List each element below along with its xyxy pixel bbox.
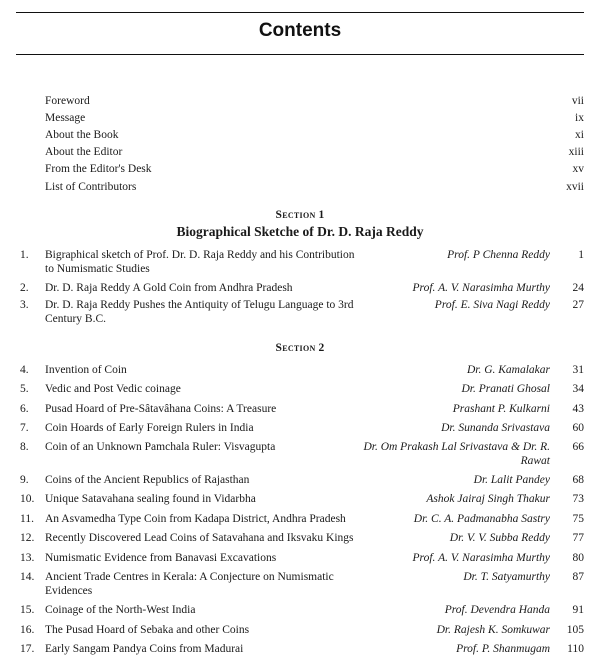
entry-author: Dr. G. Kamalakar [466, 364, 550, 376]
entry-page: 91 [572, 604, 584, 616]
entry-number: 11. [20, 513, 34, 525]
top-rule [16, 12, 584, 13]
front-matter-label: Message [45, 112, 86, 124]
front-matter-label: About the Book [45, 129, 119, 141]
entry-number: 13. [20, 552, 35, 564]
section-heading-word: Section [275, 209, 316, 221]
title-rule [16, 54, 584, 55]
entry-title: Unique Satavahana sealing found in Vidarbha [45, 493, 256, 505]
entry-author: Prof. P Chenna Reddy [447, 249, 550, 261]
front-matter-label: From the Editor's Desk [45, 163, 152, 175]
entry-number: 15. [20, 604, 35, 616]
front-matter-page: xi [575, 129, 584, 141]
entry-title: Ancient Trade Centres in Kerala: A Conjecture on Numismatic Evidences [45, 571, 334, 597]
front-matter-label: List of Contributors [45, 181, 137, 193]
entry-page: 77 [572, 532, 584, 544]
entry-number: 5. [20, 383, 29, 395]
front-matter-page: xvii [566, 181, 584, 193]
entry-number: 17. [20, 643, 35, 655]
entry-page: 24 [572, 282, 584, 294]
entry-page: 73 [572, 493, 584, 505]
entry-title: Dr. D. Raja Reddy A Gold Coin from Andhra Pradesh [45, 282, 293, 294]
entry-title: Vedic and Post Vedic coinage [45, 383, 181, 395]
entry-title: Early Sangam Pandya Coins from Madurai [45, 643, 244, 655]
entry-title: Coins of the Ancient Republics of Rajasthan [45, 474, 250, 486]
entry-author: Dr. V. V. Subba Reddy [449, 532, 550, 544]
entry-number: 3. [20, 299, 29, 311]
section-heading [0, 342, 600, 354]
entry-title: Recently Discovered Lead Coins of Satavahana and Iksvaku Kings [45, 532, 354, 544]
front-matter-label: Foreword [45, 95, 90, 107]
section-heading [0, 209, 600, 221]
entry-number: 2. [20, 282, 29, 294]
entry-title: Numismatic Evidence from Banavasi Excavations [45, 552, 277, 564]
front-matter-page: ix [575, 112, 584, 124]
entry-title: Coin Hoards of Early Foreign Rulers in India [45, 422, 254, 434]
entry-page: 1 [578, 249, 584, 261]
entry-author: Dr. T. Satyamurthy [463, 571, 550, 583]
front-matter-page: vii [571, 95, 584, 107]
entry-author: Prof. E. Siva Nagi Reddy [434, 299, 550, 311]
entry-page: 34 [572, 383, 584, 395]
entry-number: 10. [20, 493, 35, 505]
entry-page: 80 [572, 552, 584, 564]
front-matter-page: xiii [568, 146, 584, 158]
entry-title: The Pusad Hoard of Sebaka and other Coins [45, 624, 250, 636]
entry-author: Dr. Rajesh K. Somkuwar [436, 624, 550, 636]
entry-page: 27 [572, 299, 584, 311]
section-heading-word: Section [275, 342, 316, 354]
entry-page: 60 [572, 422, 584, 434]
entry-title: Dr. D. Raja Reddy Pushes the Antiquity of Telugu Language to 3rd Century B.C. [45, 299, 354, 325]
entry-author: Ashok Jairaj Singh Thakur [426, 493, 550, 505]
entry-author: Prof. A. V. Narasimha Murthy [412, 282, 550, 294]
entry-page: 105 [566, 624, 584, 636]
entry-number: 12. [20, 532, 35, 544]
front-matter-label: About the Editor [45, 146, 123, 158]
entry-author: Prashant P. Kulkarni [452, 403, 550, 415]
entry-author: Dr. Sunanda Srivastava [441, 422, 550, 434]
entry-title: Bigraphical sketch of Prof. Dr. D. Raja Reddy and his Contribution to Numismatic Studies [45, 249, 355, 275]
entry-number: 6. [20, 403, 29, 415]
entry-title: Invention of Coin [45, 364, 127, 376]
entry-number: 4. [20, 364, 29, 376]
front-matter-page: xv [572, 163, 584, 175]
entry-author: Dr. Lalit Pandey [473, 474, 550, 486]
entry-title: Coinage of the North-West India [45, 604, 196, 616]
entry-author: Prof. P. Shanmugam [456, 643, 550, 655]
entry-page: 75 [572, 513, 584, 525]
entry-page: 87 [572, 571, 584, 583]
entry-number: 7. [20, 422, 29, 434]
entry-page: 110 [567, 643, 584, 655]
entry-author: Dr. Pranati Ghosal [461, 383, 550, 395]
entry-author: Prof. Devendra Handa [444, 604, 550, 616]
entry-page: 68 [572, 474, 584, 486]
entry-author: Dr. Om Prakash Lal Srivastava & Dr. R. Rawat [363, 441, 550, 467]
entry-number: 9. [20, 474, 29, 486]
section-heading-number: 1 [318, 209, 325, 221]
entry-author: Dr. C. A. Padmanabha Sastry [413, 513, 550, 525]
entry-number: 1. [20, 249, 29, 261]
entry-number: 8. [20, 441, 29, 453]
entry-title: An Asvamedha Type Coin from Kadapa District, Andhra Pradesh [45, 513, 346, 525]
entry-page: 66 [572, 441, 584, 453]
entry-number: 14. [20, 571, 35, 583]
entry-author: Prof. A. V. Narasimha Murthy [412, 552, 550, 564]
section-heading-number: 2 [318, 342, 325, 354]
entry-page: 43 [572, 403, 584, 415]
entry-number: 16. [20, 624, 35, 636]
entry-title: Pusad Hoard of Pre-Sâtavâhana Coins: A Treasure [45, 403, 277, 415]
entry-title: Coin of an Unknown Pamchala Ruler: Visvagupta [45, 441, 276, 453]
section-subtitle: Biographical Sketche of Dr. D. Raja Reddy [176, 224, 424, 239]
entry-page: 31 [572, 364, 584, 376]
page-title: Contents [258, 20, 342, 41]
